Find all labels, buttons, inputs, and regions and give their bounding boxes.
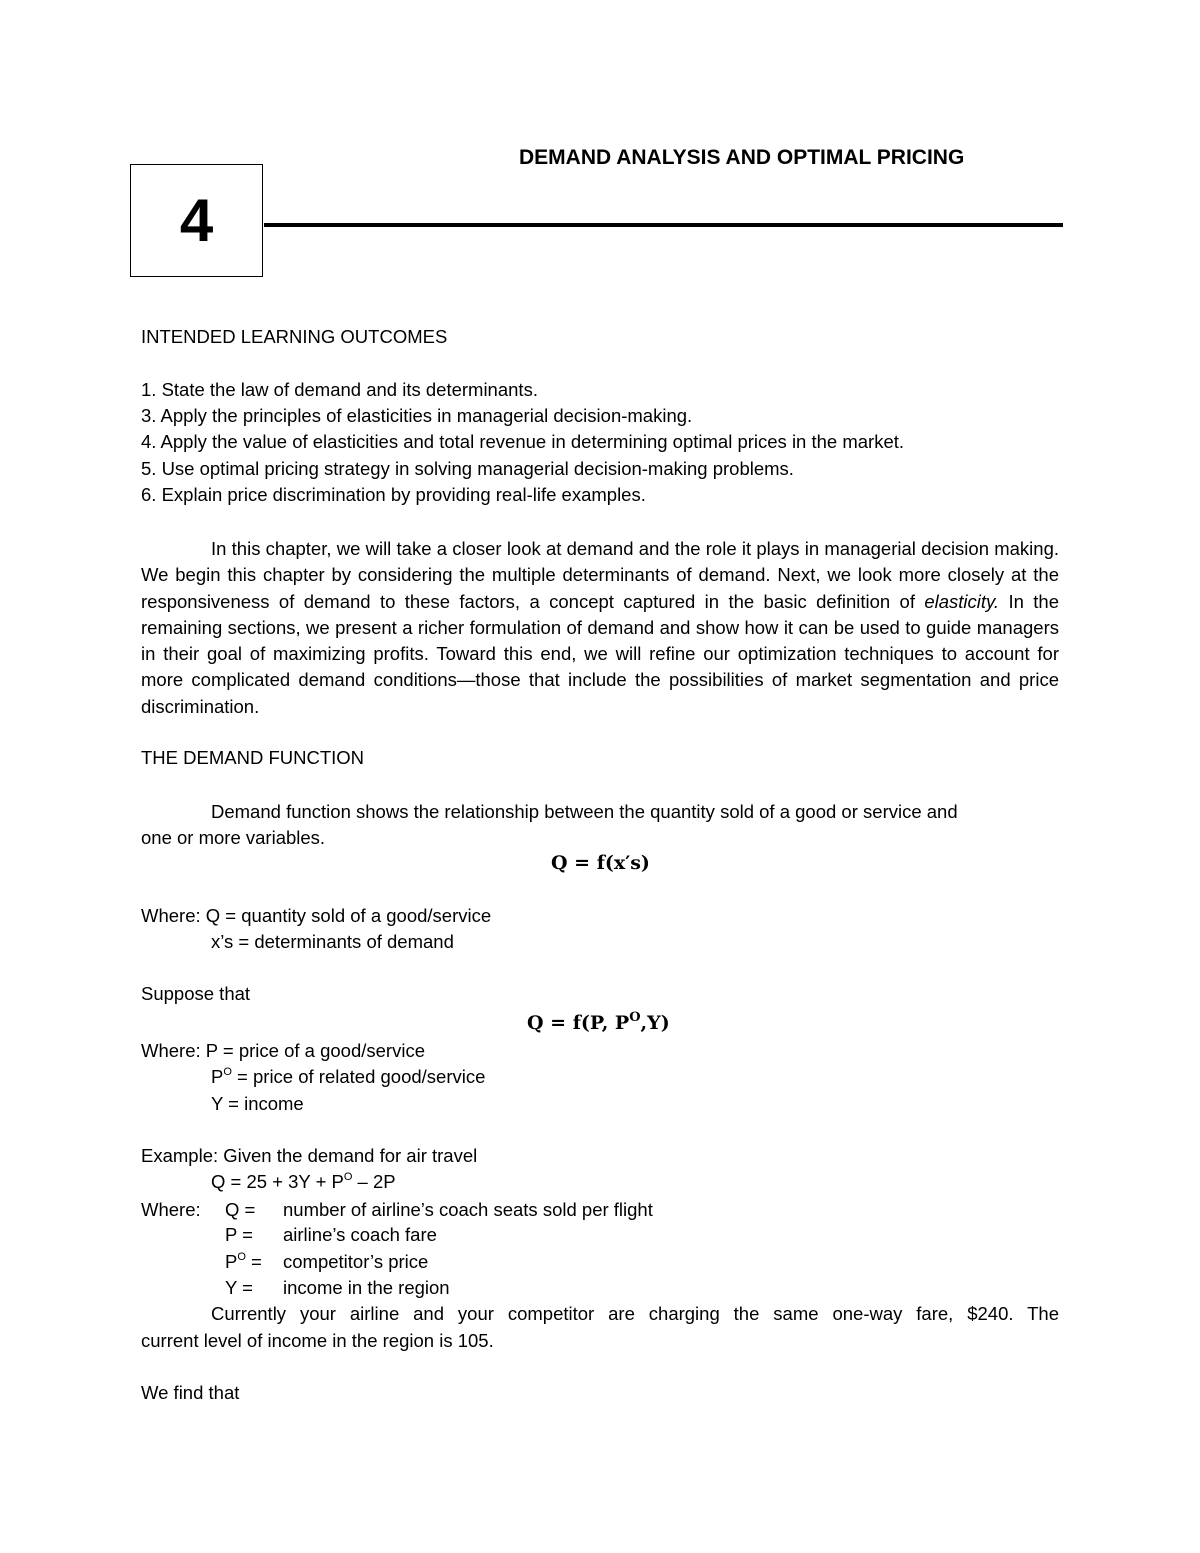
- definition-line: Demand function shows the relationship between the quantity sold of a good or service and: [211, 801, 958, 822]
- variable-symbol: P =: [225, 1224, 253, 1245]
- variable-description: number of airline’s coach seats sold per flight: [283, 1199, 653, 1220]
- outcome-item: 6. Explain price discrimination by providing real-life examples.: [141, 484, 646, 505]
- outcomes-heading: INTENDED LEARNING OUTCOMES: [141, 326, 448, 347]
- example-where-label: Where:: [141, 1199, 201, 1220]
- we-find-that-text: We find that: [141, 1382, 240, 1403]
- chapter-title-rule: [264, 223, 1063, 227]
- outcome-item: 3. Apply the principles of elasticities in managerial decision-making.: [141, 405, 693, 426]
- where-line: Where: Q = quantity sold of a good/service: [141, 905, 492, 926]
- demand-formula-expanded: Q = f(P, $P^O,Y$): [527, 1010, 670, 1034]
- chapter-number: 4: [179, 186, 214, 254]
- intro-text: In this chapter, we will take a closer look at demand and the role it plays in managerial decision making. We begin this chapter by considering the multiple determinants of demand. Next, we look more closely at the responsiveness of demand to these factors, a concept captured in the basic definition of: [141, 538, 1059, 612]
- chapter-title: DEMAND ANALYSIS AND OPTIMAL PRICING: [519, 146, 965, 169]
- where-line: $P^O$ = price of related good/service: [211, 1066, 486, 1087]
- intro-italic-term: elasticity.: [924, 590, 1000, 612]
- intro-paragraph: [141, 536, 1059, 720]
- outcome-item: 1. State the law of demand and its determinants.: [141, 379, 538, 400]
- definition-line: one or more variables.: [141, 827, 326, 848]
- variable-description: competitor’s price: [283, 1251, 429, 1272]
- outcome-item: 5. Use optimal pricing strategy in solving managerial decision-making problems.: [141, 458, 794, 479]
- variable-symbol: Y =: [225, 1277, 253, 1298]
- variable-description: airline’s coach fare: [283, 1224, 437, 1245]
- current-fare-line: Currently your airline and your competitor are charging the same one-way fare, $240. The: [211, 1303, 1059, 1324]
- example-equation: $Q = 25 + 3Y + P^O - 2P$: [211, 1171, 396, 1192]
- intro-text-continued: In the remaining sections, we present a richer formulation of demand and show how it can be used to guide managers in their goal of maximizing profits. Toward this end, we will refine our optimization techniques to account for more complicated demand conditions—those that include the possibilities of market segmentation and price discrimination.: [141, 590, 1059, 717]
- example-title: Example: Given the demand for air travel: [141, 1145, 478, 1166]
- outcome-item: 4. Apply the value of elasticities and total revenue in determining optimal prices in the market.: [141, 431, 905, 452]
- variable-symbol: Q =: [225, 1199, 256, 1220]
- where-line: Y = income: [211, 1093, 304, 1114]
- variable-symbol: $P^O$ =: [225, 1251, 262, 1272]
- demand-formula: Q = f(x′s): [551, 852, 650, 874]
- chapter-number-box: [130, 164, 263, 277]
- suppose-text: Suppose that: [141, 983, 251, 1004]
- variable-description: income in the region: [283, 1277, 450, 1298]
- where-line: x’s = determinants of demand: [211, 931, 454, 952]
- current-income-line: current level of income in the region is 105.: [141, 1330, 494, 1351]
- demand-function-heading: THE DEMAND FUNCTION: [141, 747, 365, 768]
- where-line: Where: P = price of a good/service: [141, 1040, 425, 1061]
